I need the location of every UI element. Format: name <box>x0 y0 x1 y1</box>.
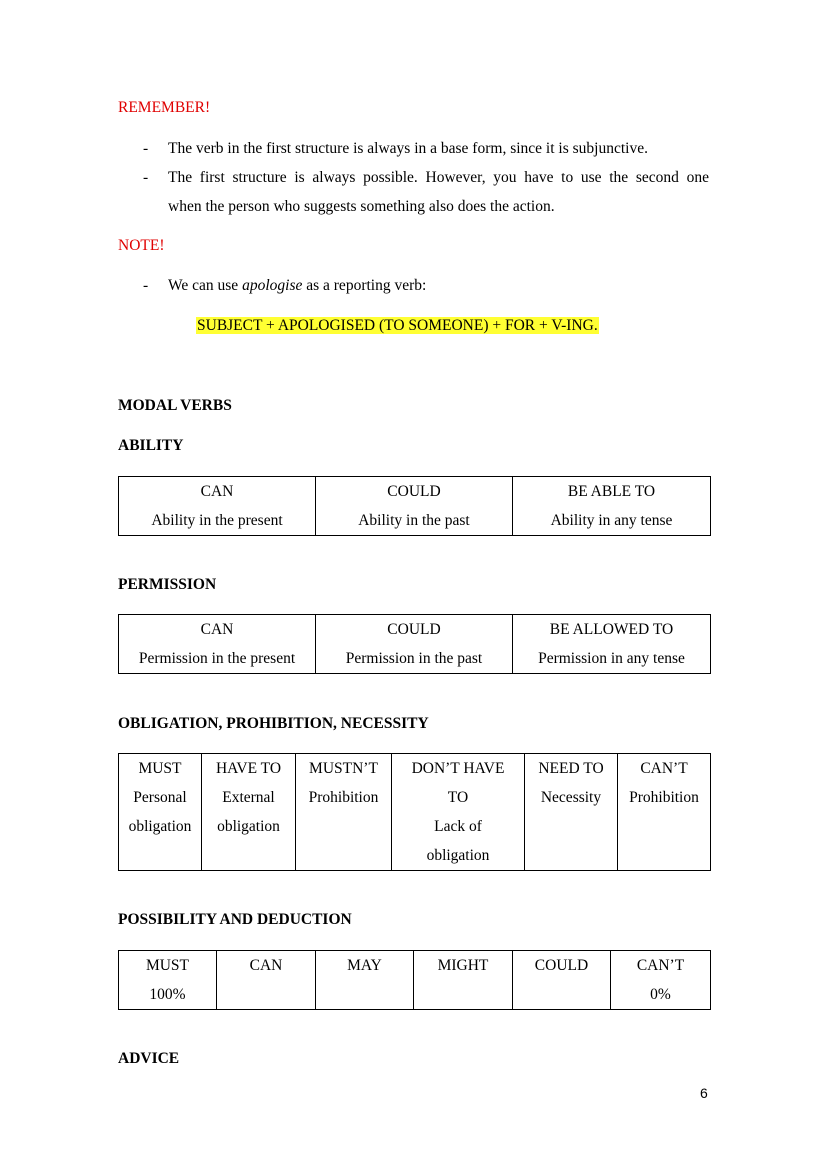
possibility-heading: POSSIBILITY AND DEDUCTION <box>118 911 352 928</box>
note-point-before: We can use <box>168 277 243 294</box>
note-point-after: as a reporting verb: <box>302 277 427 294</box>
obligation-table <box>118 753 711 871</box>
obligation-cell-need-to <box>525 754 618 871</box>
verb-label: BE ABLE TO <box>567 483 656 500</box>
verb-label: MAY <box>347 957 382 974</box>
verb-label: BE ALLOWED TO <box>549 621 674 638</box>
possibility-cell-can <box>217 951 316 1010</box>
verb-label: HAVE TO <box>215 760 282 777</box>
verb-label: NEED TO <box>538 760 604 777</box>
obligation-cell-dont-have-to <box>392 754 525 871</box>
remember-point-2: The first structure is always possible. However, you have to use the second one <box>168 169 709 186</box>
remember-heading: REMEMBER! <box>118 99 211 116</box>
meaning-line: TO <box>447 789 469 806</box>
note-point-italic: apologise <box>242 277 303 294</box>
note-heading: NOTE! <box>118 237 165 254</box>
permission-heading: PERMISSION <box>118 576 217 593</box>
remember-point-1: The verb in the first structure is always in a base form, since it is subjunctive. <box>168 140 648 157</box>
ability-table <box>118 476 711 536</box>
formula-highlight: SUBJECT + APOLOGISED (TO SOMEONE) + FOR + V-ING. <box>197 317 598 334</box>
bullet-dash: - <box>143 277 149 294</box>
modal-verbs-heading: MODAL VERBS <box>118 397 232 414</box>
possibility-table <box>118 950 711 1010</box>
meaning-line: External <box>222 789 275 806</box>
advice-heading: ADVICE <box>118 1050 180 1067</box>
ability-cell-could <box>316 477 513 536</box>
verb-label: DON’T HAVE <box>411 760 505 777</box>
meaning-line: obligation <box>128 818 192 835</box>
meaning-label: 0% <box>650 986 671 1003</box>
meaning-label: Permission in the present <box>138 650 296 667</box>
bullet-dash: - <box>143 169 149 186</box>
verb-label: CAN’T <box>636 957 685 974</box>
verb-label: MUST <box>145 957 190 974</box>
meaning-line: Prohibition <box>629 789 699 806</box>
verb-label: CAN <box>249 957 283 974</box>
page-number: 6 <box>700 1085 708 1101</box>
meaning-line: Prohibition <box>308 789 379 806</box>
verb-label: COULD <box>534 957 589 974</box>
permission-cell-be-allowed-to <box>513 615 711 674</box>
verb-label: COULD <box>387 483 441 500</box>
remember-point-2-continuation: when the person who suggests something also does the action. <box>168 198 555 215</box>
obligation-cell-mustnt <box>296 754 392 871</box>
apologise-formula <box>196 316 599 336</box>
possibility-cell-might <box>414 951 513 1010</box>
verb-label: MUST <box>138 760 182 777</box>
verb-label: MUSTN’T <box>309 760 378 777</box>
meaning-line: obligation <box>426 847 490 864</box>
possibility-cell-could <box>513 951 611 1010</box>
ability-heading: ABILITY <box>118 437 184 454</box>
obligation-cell-have-to <box>202 754 296 871</box>
possibility-cell-must <box>119 951 217 1010</box>
meaning-line: Necessity <box>540 789 602 806</box>
permission-cell-could <box>316 615 513 674</box>
note-point <box>168 276 426 296</box>
possibility-cell-cant <box>611 951 711 1010</box>
verb-label: COULD <box>387 621 441 638</box>
meaning-label: Ability in the present <box>151 512 283 529</box>
verb-label: MIGHT <box>437 957 489 974</box>
verb-label: CAN <box>200 621 234 638</box>
meaning-label: Ability in any tense <box>550 512 673 529</box>
meaning-label: Permission in the past <box>345 650 483 667</box>
verb-label: CAN’T <box>640 760 688 777</box>
permission-cell-can <box>119 615 316 674</box>
permission-table <box>118 614 711 674</box>
ability-cell-be-able-to <box>513 477 711 536</box>
obligation-cell-must <box>119 754 202 871</box>
meaning-label: Permission in any tense <box>538 650 685 667</box>
meaning-line: Personal <box>133 789 187 806</box>
obligation-heading: OBLIGATION, PROHIBITION, NECESSITY <box>118 715 429 732</box>
meaning-line: Lack of <box>434 818 482 835</box>
verb-label: CAN <box>200 483 234 500</box>
possibility-cell-may <box>316 951 414 1010</box>
bullet-dash: - <box>143 140 149 157</box>
meaning-label: 100% <box>149 986 186 1003</box>
meaning-label: Ability in the past <box>358 512 470 529</box>
obligation-cell-cant <box>618 754 711 871</box>
meaning-line: obligation <box>217 818 280 835</box>
ability-cell-can <box>119 477 316 536</box>
